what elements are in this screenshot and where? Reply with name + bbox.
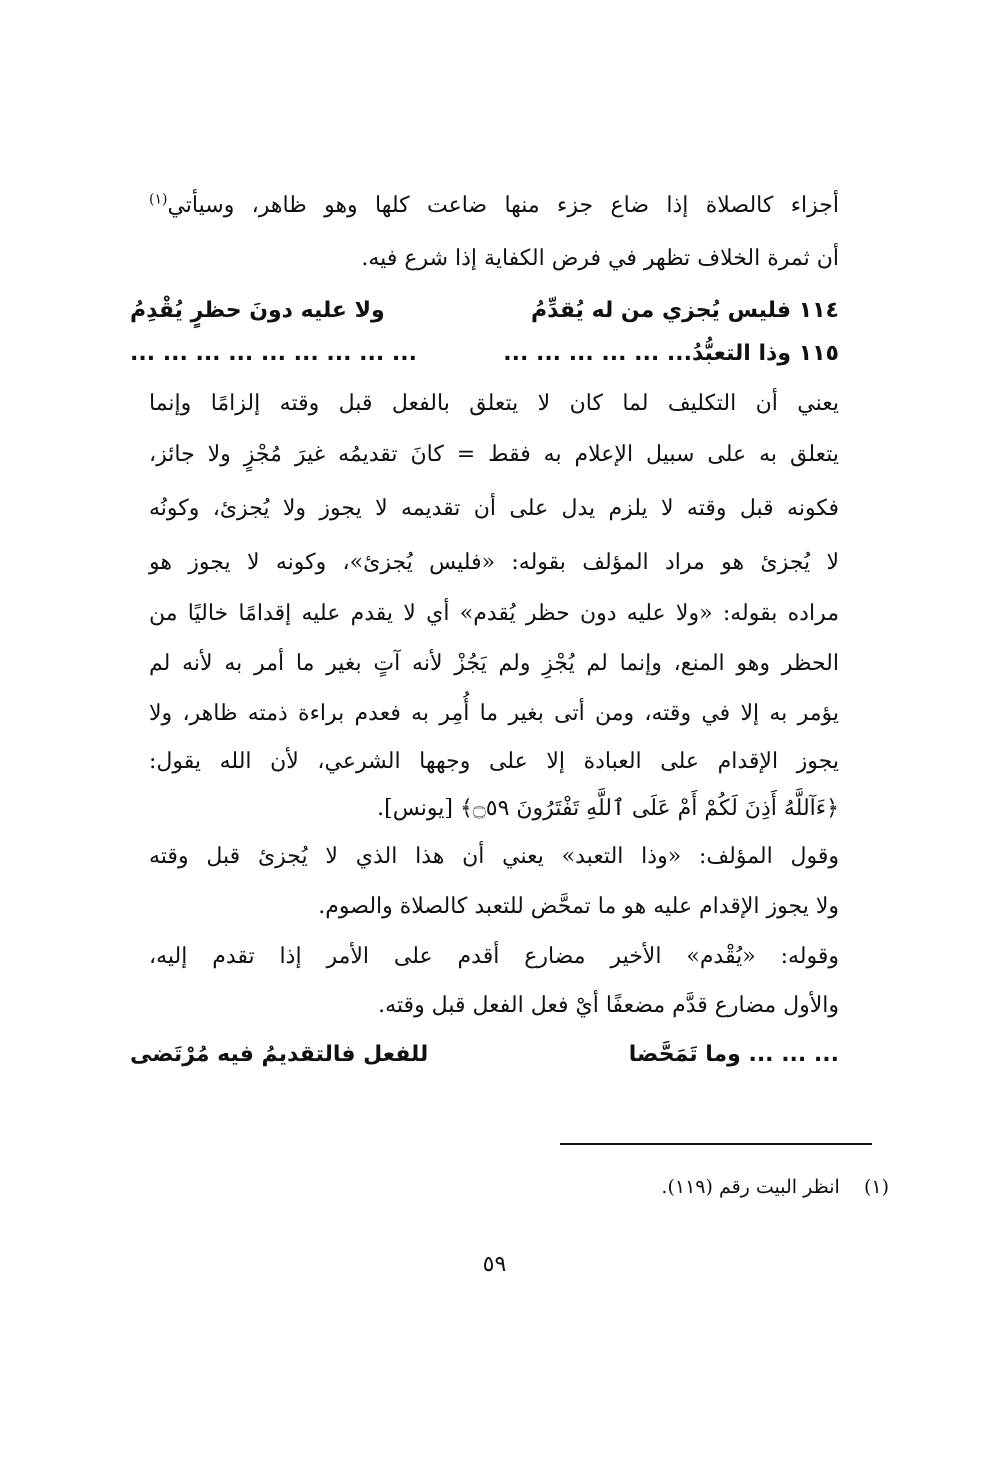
verse-114-number: ١١٤ <box>798 298 839 323</box>
footnote <box>661 1172 889 1202</box>
verse-115-first-half-text: وذا التعبُّدُ... ... ... ... ... ... <box>503 341 792 366</box>
footnote-reference: (١) <box>149 191 168 208</box>
para2-line-2: ولا يجوز الإقدام عليه هو ما تمحَّض للتعبد كالصلاة والصوم. <box>318 894 839 919</box>
para1-line-8: يجوز الإقدام على العبادة إلا على وجهها الشرعي، لأن الله يقول: <box>149 749 839 774</box>
para3-line-2: والأول مضارع قدَّم مضعفًا أيْ فعل الفعل قبل وقته. <box>378 993 839 1018</box>
para1-line-5: مراده بقوله: «ولا عليه دون حظر يُقدم» أي لا يقدم عليه إقدامًا خاليًا من <box>149 601 839 626</box>
para1-line-3: فكونه قبل وقته لا يلزم يدل على أن تقديمه لا يجوز ولا يُجزئ، وكونُه <box>149 496 839 521</box>
footnote-marker: (١) <box>863 1176 889 1198</box>
quran-quote: ﴿ءَآللَّهُ أَذِنَ لَكُمْ أَمْ عَلَى ٱللَّهِ تَفْتَرُونَ ۝٥٩﴾ <box>459 796 839 821</box>
para3-line-1: وقوله: «يُقْدم» الأخير مضارع أقدم على الأمر إذا تقدم إليه، <box>149 944 839 969</box>
para1-line-2: يتعلق به على سبيل الإعلام به فقط = كانَ تقديمُه غيرَ مُجْزٍ ولا جائز، <box>149 442 839 467</box>
intro-line-1 <box>149 187 839 225</box>
footnote-text: انظر البيت رقم (١١٩). <box>661 1176 840 1198</box>
footnote-divider <box>560 1143 872 1145</box>
para1-line-4: لا يُجزئ هو مراد المؤلف بقوله: «فليس يُجزئ»، وكونه لا يجوز هو <box>149 550 839 575</box>
quran-source: [يونس]. <box>377 796 453 821</box>
para1-line-7: يؤمر به إلا في وقته، ومن أتى بغير ما أُمِر به فعدم براءة ذمته ظاهر، ولا <box>149 701 839 726</box>
page-number: ٥٩ <box>482 1252 507 1277</box>
para1-line-1: يعني أن التكليف لما كان لا يتعلق بالفعل قبل وقته إلزامًا وإنما <box>149 391 839 416</box>
verse-115-first-half <box>503 335 839 373</box>
para1-line-6: الحظر وهو المنع، وإنما لم يُجْزِ ولم يَجُزْ لأنه آتٍ بغير ما أمر به لأنه لم <box>149 651 839 676</box>
verse-114-second-half: ولا عليه دونَ حظرٍ يُقْدِمُ <box>130 298 385 323</box>
verse-115-second-half: ... ... ... ... ... ... ... ... ... <box>130 341 417 366</box>
quran-line <box>149 790 839 828</box>
para2-line-1: وقول المؤلف: «وذا التعبد» يعني أن هذا الذي لا يُجزئ قبل وقته <box>149 844 839 869</box>
verse-115-number: ١١٥ <box>798 341 839 366</box>
verse-114-first-half <box>531 292 839 330</box>
verse-116-second-half: للفعل فالتقديمُ فيه مُرْتَضى <box>130 1042 429 1067</box>
verse-114-first-half-text: فليس يُجزي من له يُقدِّمُ <box>531 298 792 323</box>
intro-line-1-text: أجزاء كالصلاة إذا ضاع جزء منها ضاعت كلها وهو ظاهر، وسيأتي <box>167 193 839 218</box>
verse-116-first-half: ... ... ... وما تَمَحَّضا <box>628 1042 839 1067</box>
intro-line-2: أن ثمرة الخلاف تظهر في فرض الكفاية إذا شرع فيه. <box>361 246 839 271</box>
